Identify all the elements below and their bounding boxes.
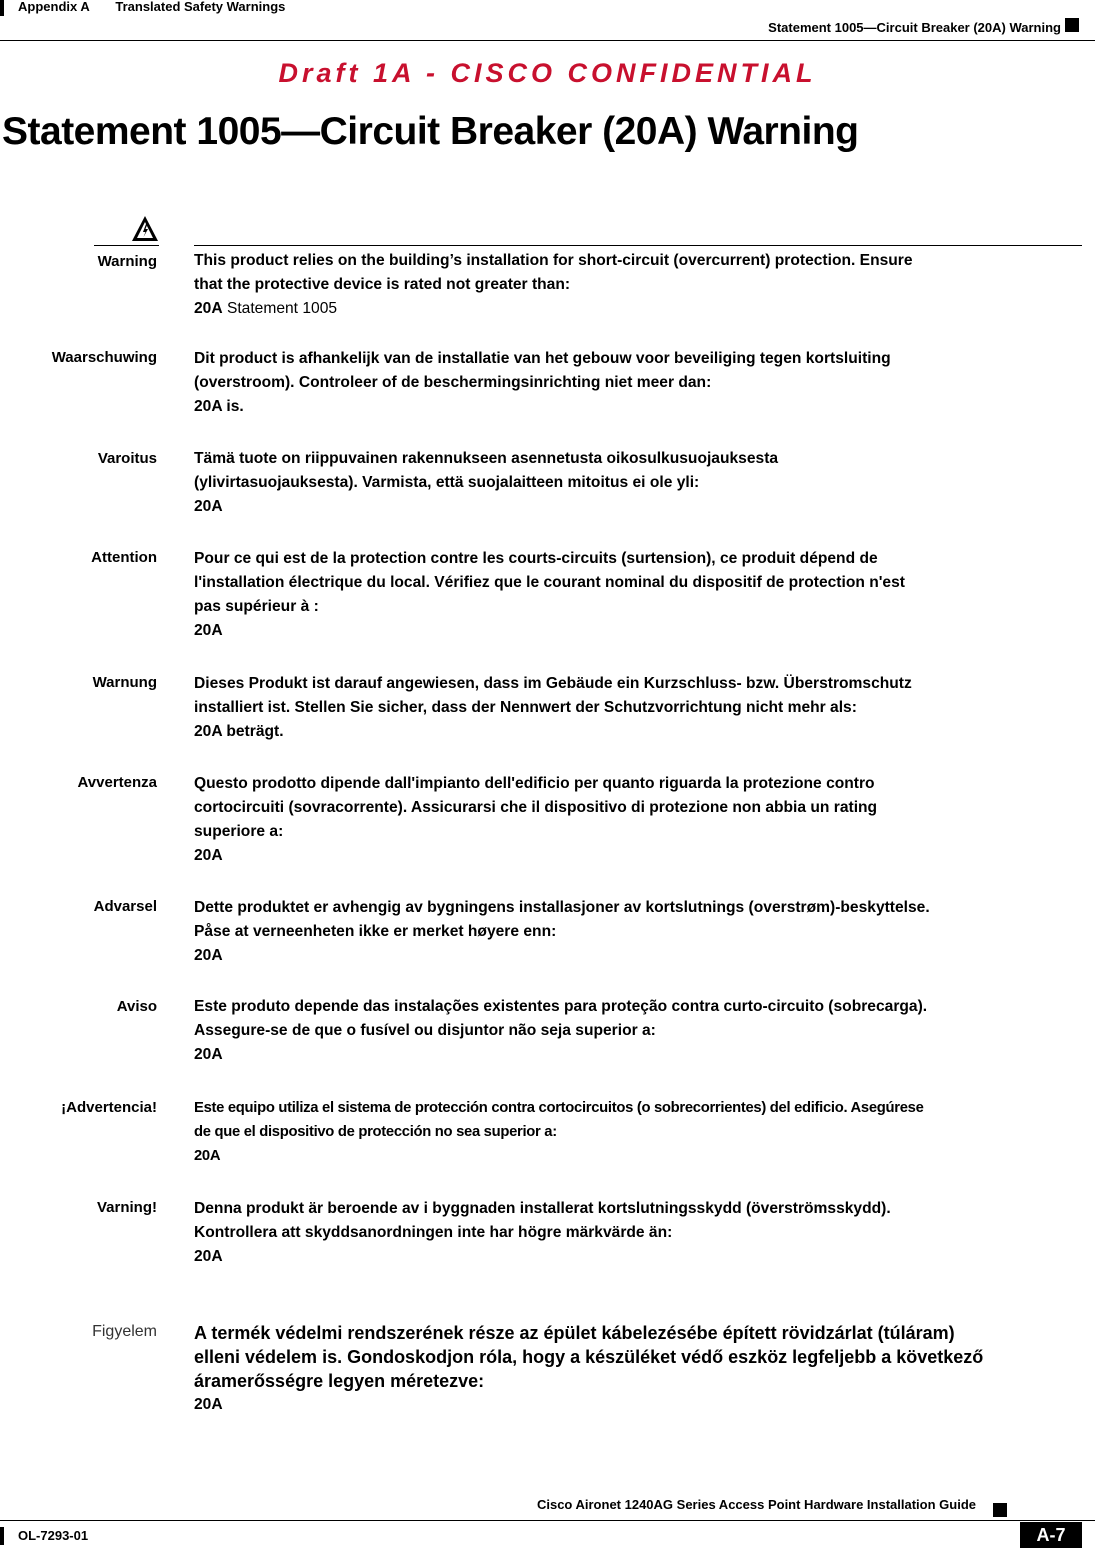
warning-label-it: Avvertenza <box>77 774 157 791</box>
text-line: Questo prodotto dipende dall'impianto dell'edificio per quanto riguarda la protezione contro <box>194 775 875 792</box>
text-line: 20A <box>194 1046 223 1063</box>
text-line: 20A <box>194 622 223 639</box>
text-line: elleni védelem is. Gondoskodjon róla, hogy a készüléket védő eszköz legfeljebb a következő <box>194 1347 984 1367</box>
text-line: Tämä tuote on riippuvainen rakennukseen asennetusta oikosulkusuojauksesta <box>194 450 779 467</box>
rating-value: 20A <box>194 300 223 317</box>
text-line: (ylivirtasuojauksesta). Varmista, että suojalaitteen mitoitus ei ole yli: <box>194 474 700 491</box>
warning-label-es: ¡Advertencia! <box>61 1099 157 1116</box>
text-line: de que el dispositivo de protección no sea superior a: <box>194 1124 557 1140</box>
text-line: áramerősségre legyen méretezve: <box>194 1371 485 1391</box>
warning-label-sv: Varning! <box>96 1199 157 1216</box>
text-line: This product relies on the building’s installation for short-circuit (overcurrent) protection. Ensure <box>194 252 913 269</box>
text-line: 20A is. <box>194 398 244 415</box>
warning-label-de: Warnung <box>92 674 157 691</box>
text-line: 20A <box>194 1148 221 1164</box>
text-line: Pour ce qui est de la protection contre les courts-circuits (surtension), ce produit dépend de <box>194 550 878 567</box>
text-line: Este equipo utiliza el sistema de protección contra cortocircuitos (o sobrecorrientes) del edificio. Asegúrese <box>194 1100 924 1116</box>
text-line: superiore a: <box>194 823 284 840</box>
warning-label-pt: Aviso <box>116 998 157 1015</box>
appendix-label: Appendix A <box>18 0 90 14</box>
page-number: A-7 <box>1020 1522 1082 1548</box>
warning-label-en: Warning <box>97 253 157 270</box>
warning-triangle-icon <box>131 215 159 248</box>
page-title: Statement 1005—Circuit Breaker (20A) Warning <box>2 110 859 153</box>
rating-line <box>194 297 1084 321</box>
text-line: 20A <box>194 847 223 864</box>
text-line: 20A <box>194 498 223 515</box>
text-line: 20A <box>194 947 223 964</box>
warning-text-fi <box>194 447 1084 519</box>
text-line: 20A <box>194 1248 223 1265</box>
text-line: Assegure-se de que o fusível ou disjuntor não seja superior a: <box>194 1022 656 1039</box>
footer-rule <box>0 1520 1095 1521</box>
running-header <box>0 0 307 16</box>
warning-label-fr: Attention <box>91 549 157 566</box>
warning-text-nl <box>194 347 1084 419</box>
text-line: that the protective device is rated not greater than: <box>194 276 571 293</box>
text-line: l'installation électrique du local. Vérifiez que le courant nominal du dispositif de protection n'est <box>194 574 905 591</box>
section-label: Translated Safety Warnings <box>115 0 286 14</box>
warning-text-no <box>194 896 1084 968</box>
doc-number: OL-7293-01 <box>0 1527 88 1545</box>
warning-text-it <box>194 772 1084 868</box>
rating-value-hu: 20A <box>194 1396 223 1413</box>
header-marker <box>1065 18 1079 32</box>
text-line: (overstroom). Controleer of de beschermingsinrichting niet meer dan: <box>194 374 712 391</box>
header-rule <box>0 40 1095 41</box>
warning-label-fi: Varoitus <box>97 450 157 467</box>
footer-marker <box>993 1503 1007 1517</box>
warning-label-nl: Waarschuwing <box>51 349 157 366</box>
text-line: Kontrollera att skyddsanordningen inte har högre märkvärde än: <box>194 1224 673 1241</box>
text-line: Dieses Produkt ist darauf angewiesen, dass im Gebäude ein Kurzschluss- bzw. Überstromschutz <box>194 675 912 692</box>
warning-text-hu <box>194 1321 1084 1393</box>
warning-rule-right <box>194 245 1082 246</box>
text-line: Este produto depende das instalações existentes para proteção contra curto-circuito (sobrecarga). <box>194 998 928 1015</box>
warning-label-no: Advarsel <box>93 898 157 915</box>
warning-text-pt <box>194 995 1084 1067</box>
warning-text-fr <box>194 547 1084 643</box>
guide-title: Cisco Aironet 1240AG Series Access Point Hardware Installation Guide <box>536 1497 976 1512</box>
warning-text-en <box>194 249 1084 321</box>
text-line: pas supérieur à : <box>194 598 319 615</box>
text-line: installiert ist. Stellen Sie sicher, dass der Nennwert der Schutzvorrichtung nicht mehr als: <box>194 699 857 716</box>
statement-number: Statement 1005 <box>222 300 338 317</box>
warning-text-sv <box>194 1197 1084 1269</box>
warning-text-de <box>194 672 1084 744</box>
confidential-watermark: Draft 1A - CISCO CONFIDENTIAL <box>278 58 817 88</box>
text-line: Dette produktet er avhengig av bygningens installasjoner av kortslutnings (overstrøm)-beskyttelse. <box>194 899 930 916</box>
text-line: Denna produkt är beroende av i byggnaden installerat kortslutningsskydd (överströmsskydd). <box>194 1200 891 1217</box>
text-line: cortocircuiti (sovracorrente). Assicurarsi che il dispositivo di protezione non abbia un rating <box>194 799 878 816</box>
text-line: Påse at verneenheten ikke er merket høyere enn: <box>194 923 557 940</box>
warning-text-es <box>194 1096 1084 1168</box>
text-line: A termék védelmi rendszerének része az épület kábelezésébe épített rövidzárlat (túláram) <box>194 1323 955 1343</box>
header-statement-ref: Statement 1005—Circuit Breaker (20A) Warning <box>768 20 1061 35</box>
text-line: 20A beträgt. <box>194 723 284 740</box>
text-line: Dit product is afhankelijk van de installatie van het gebouw voor beveiliging tegen kortsluiting <box>194 350 891 367</box>
warning-label-hu: Figyelem <box>92 1323 157 1340</box>
